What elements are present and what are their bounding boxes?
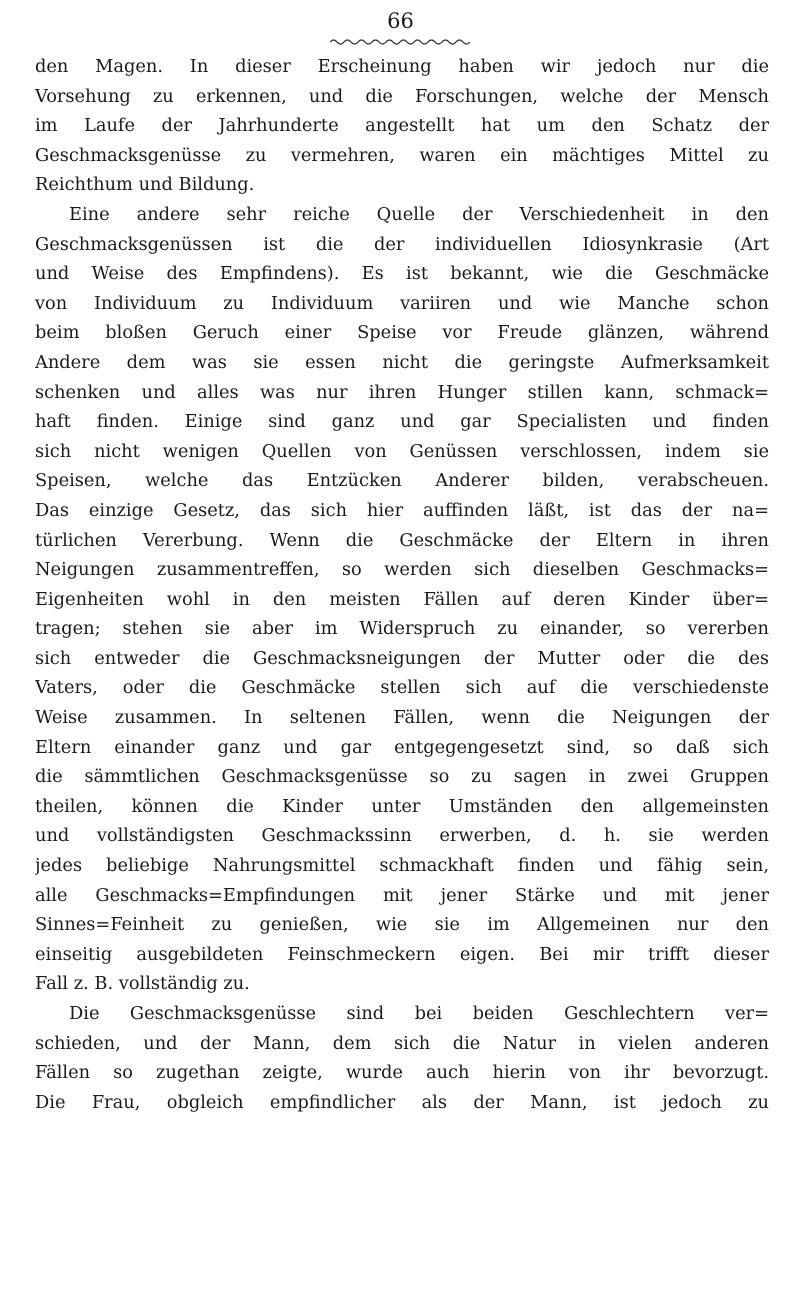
text-line: haft finden. Einige sind ganz und gar Specialisten und finden xyxy=(35,411,769,433)
text-line: sich entweder die Geschmacksneigungen der Mutter oder die des xyxy=(35,647,769,669)
page-number: 66 xyxy=(387,9,414,33)
text-line: Eltern einander ganz und gar entgegengesetzt sind, so daß sich xyxy=(35,736,769,758)
text-line: Eine andere sehr reiche Quelle der Verschiedenheit in den xyxy=(69,203,769,225)
text-line: schieden, und der Mann, dem sich die Natur in vielen anderen xyxy=(35,1032,769,1054)
text-line: Geschmacksgenüsse zu vermehren, waren ein mächtiges Mittel zu xyxy=(35,144,769,166)
text-line: alle Geschmacks=Empfindungen mit jener Stärke und mit jener xyxy=(35,884,769,906)
text-line: Die Frau, obgleich empfindlicher als der Mann, ist jedoch zu xyxy=(35,1091,769,1113)
text-line: jedes beliebige Nahrungsmittel schmackhaft finden und fähig sein, xyxy=(35,855,769,877)
text-line: tragen; stehen sie aber im Widerspruch zu einander, so vererben xyxy=(35,618,769,640)
text-line: Geschmacksgenüssen ist die der individuellen Idiosynkrasie (Art xyxy=(35,233,769,255)
text-line: und Weise des Empfindens). Es ist bekannt, wie die Geschmäcke xyxy=(35,263,769,285)
text-line: Neigungen zusammentreffen, so werden sich dieselben Geschmacks= xyxy=(35,559,769,581)
text-line: Speisen, welche das Entzücken Anderer bilden, verabscheuen. xyxy=(35,470,769,492)
text-line: Die Geschmacksgenüsse sind bei beiden Geschlechtern ver= xyxy=(69,1003,769,1024)
text-line: Vorsehung zu erkennen, und die Forschungen, welche der Mensch xyxy=(35,85,769,107)
text-line: im Laufe der Jahrhunderte angestellt hat um den Schatz der xyxy=(35,115,769,137)
text-line: und vollständigsten Geschmackssinn erwerben, d. h. sie werden xyxy=(35,825,769,847)
text-line: Das einzige Gesetz, das sich hier auffinden läßt, ist das der na= xyxy=(35,499,769,521)
text-line: Weise zusammen. In seltenen Fällen, wenn die Neigungen der xyxy=(35,707,769,729)
text-line: den Magen. In dieser Erscheinung haben wir jedoch nur die xyxy=(35,56,769,77)
text-line: sich nicht wenigen Quellen von Genüssen verschlossen, indem sie xyxy=(35,440,769,462)
text-line: Fällen so zugethan zeigte, wurde auch hierin von ihr bevorzugt. xyxy=(35,1062,769,1084)
text-line: Fall z. B. vollständig zu. xyxy=(35,973,250,995)
text-line: schenken und alles was nur ihren Hunger stillen kann, schmack= xyxy=(35,381,769,403)
text-line: Andere dem was sie essen nicht die geringste Aufmerksamkeit xyxy=(35,351,769,373)
text-line: einseitig ausgebildeten Feinschmeckern eigen. Bei mir trifft dieser xyxy=(35,943,769,965)
body-text xyxy=(35,52,769,1117)
text-line: von Individuum zu Individuum variiren und wie Manche schon xyxy=(35,292,769,314)
header-wavy-rule xyxy=(330,38,470,46)
page-header xyxy=(0,6,801,36)
text-line: beim bloßen Geruch einer Speise vor Freude glänzen, während xyxy=(35,322,769,344)
text-line: Sinnes=Feinheit zu genießen, wie sie im Allgemeinen nur den xyxy=(35,914,769,936)
text-line: theilen, können die Kinder unter Umständen den allgemeinsten xyxy=(35,795,769,817)
text-line: Reichthum und Bildung. xyxy=(35,174,255,196)
text-line: die sämmtlichen Geschmacksgenüsse so zu sagen in zwei Gruppen xyxy=(35,766,769,788)
text-line: Eigenheiten wohl in den meisten Fällen auf deren Kinder über= xyxy=(35,588,769,610)
text-line: Vaters, oder die Geschmäcke stellen sich auf die verschiedenste xyxy=(35,677,769,699)
text-line: türlichen Vererbung. Wenn die Geschmäcke der Eltern in ihren xyxy=(35,529,769,551)
